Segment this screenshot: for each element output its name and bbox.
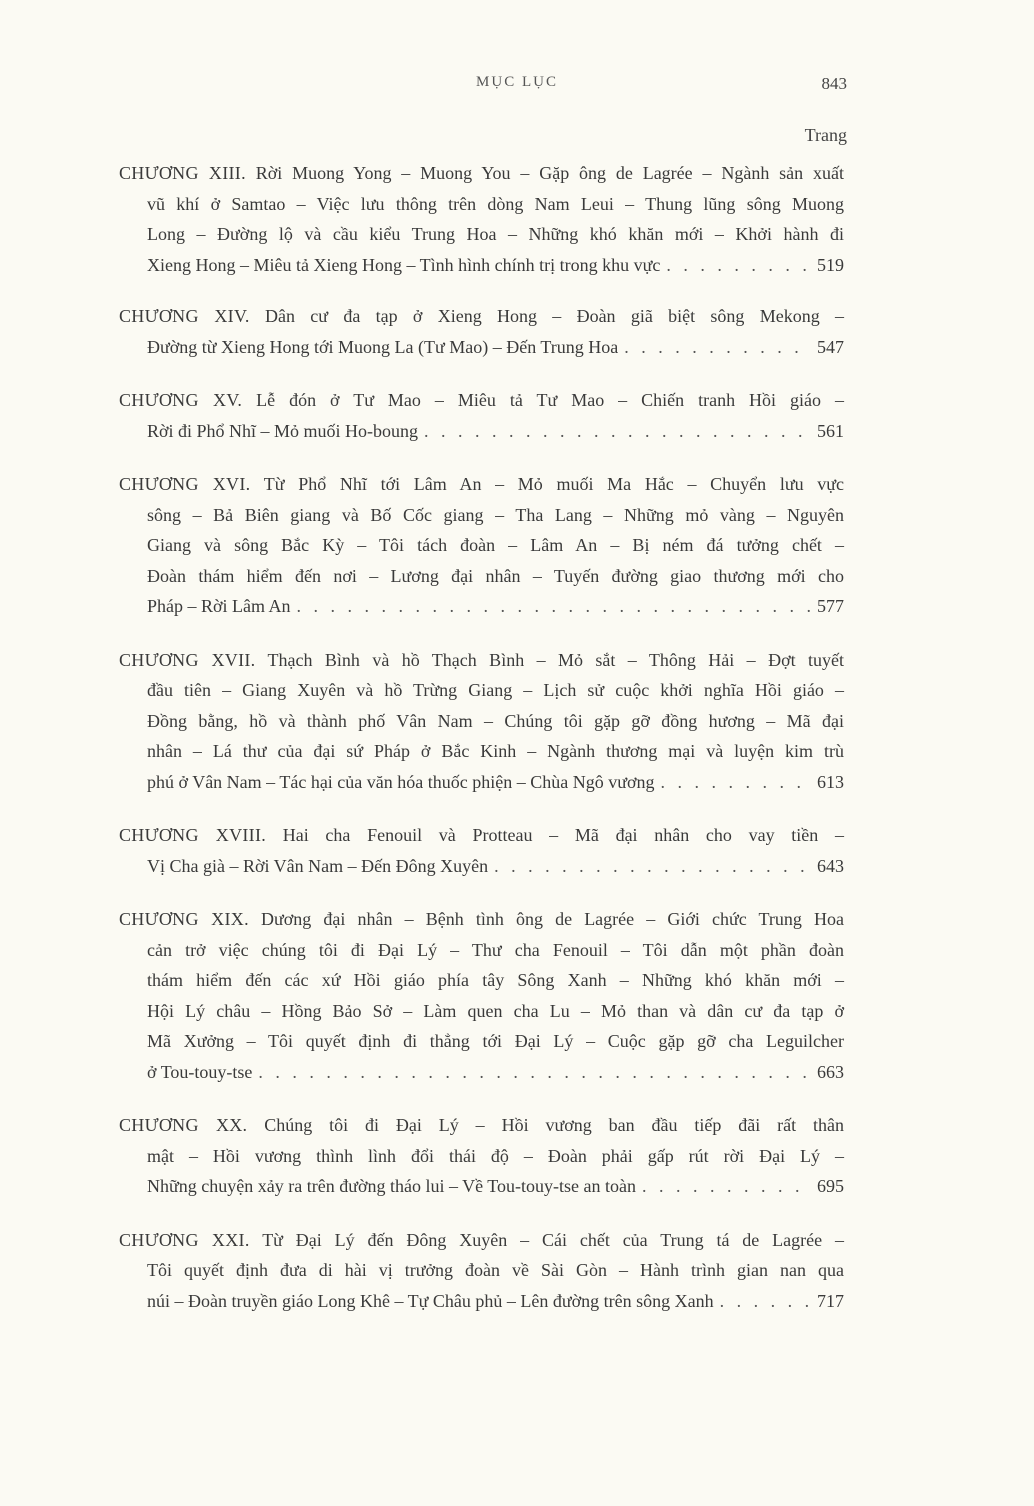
dot-leader (424, 416, 811, 447)
toc-line-text: Tôi quyết định đưa di hài vị trưởng đoàn về Sài Gòn – Hành trình gian nan qua (147, 1260, 844, 1280)
chapter-label: CHƯƠNG XV. (119, 390, 243, 410)
toc-line-text: Rời Muong Yong – Muong You – Gặp ông de Lagrée – Ngành sản xuất (255, 163, 844, 183)
toc-entry-line (119, 158, 844, 189)
toc-entry (119, 385, 844, 446)
toc-entry-line (119, 645, 844, 676)
toc-line-text: Đồng bằng, hồ và thành phố Vân Nam – Chúng tôi gặp gỡ đồng hương – Mã đại (147, 710, 844, 731)
toc-entry-text (147, 851, 488, 882)
toc-line-text: Vị Cha già – Rời Vân Nam – Đến Đông Xuyên (147, 855, 489, 876)
toc-line-text: Lễ đón ở Tư Mao – Miêu tả Tư Mao – Chiến tranh Hồi giáo – (256, 390, 844, 410)
toc-entry-line (119, 385, 844, 416)
toc-entry-line (119, 530, 844, 561)
toc-line-text: sông – Bả Biên giang và Bố Cốc giang – Tha Lang – Những mỏ vàng – Nguyên (147, 504, 844, 525)
toc-line-text: cản trở việc chúng tôi đi Đại Lý – Thư cha Fenouil – Tôi dẫn một phần đoàn (147, 939, 844, 960)
dot-leader (720, 1286, 811, 1317)
chapter-label: CHƯƠNG XXI. (119, 1229, 250, 1250)
chapter-label: CHƯƠNG XX. (119, 1115, 248, 1135)
toc-entry (119, 820, 844, 881)
toc-line-text: Mã Xưởng – Tôi quyết định đi thẳng tới Đại Lý – Cuộc gặp gỡ cha Leguilcher (147, 1031, 844, 1051)
toc-line-text: Long – Đường lộ và cầu kiểu Trung Hoa – Những khó khăn mới – Khởi hành đi (147, 224, 844, 244)
toc-entry-line (119, 1225, 844, 1256)
toc-entry-last-line (119, 1171, 844, 1202)
chapter-label: CHƯƠNG XIII. (119, 163, 246, 183)
toc-line-text: Chúng tôi đi Đại Lý – Hồi vương ban đầu tiếp đãi rất thân (264, 1115, 845, 1135)
toc-page-number: 547 (817, 336, 844, 357)
toc-line-text: Giang và sông Bắc Kỳ – Tôi tách đoàn – Lâm An – Bị ném đá tưởng chết – (147, 535, 844, 555)
toc-entry-line (119, 965, 844, 996)
toc-entry (119, 469, 844, 622)
toc-line-text: nhân – Lá thư của đại sứ Pháp ở Bắc Kinh – Ngành thương mại và luyện kim trù (147, 741, 844, 761)
toc-entry-line (119, 820, 844, 851)
toc-entry-last-line (119, 767, 844, 798)
toc-page-number: 663 (817, 1061, 844, 1082)
toc-entry-line (119, 736, 844, 767)
toc-entry-text (147, 416, 418, 447)
toc-line-text: thám hiểm đến các xứ Hồi giáo phía tây Sông Xanh – Những khó khăn mới – (147, 970, 844, 990)
toc-entry-text (147, 591, 291, 622)
toc-entry-line (119, 1110, 844, 1141)
toc-entry (119, 904, 844, 1087)
toc-entry-last-line (119, 851, 844, 882)
toc-line-text: Từ Đại Lý đến Đông Xuyên – Cái chết của Trung tá de Lagrée – (262, 1229, 844, 1250)
toc-entry-line (119, 675, 844, 706)
toc-line-text: phú ở Vân Nam – Tác hại của văn hóa thuốc phiện – Chùa Ngô vương (147, 771, 655, 792)
dot-leader (494, 851, 811, 882)
toc-line-text: Rời đi Phổ Nhĩ – Mỏ muối Ho-boung (147, 420, 419, 441)
toc-entry-line (119, 1141, 844, 1172)
toc-entry-text (147, 1057, 252, 1088)
dot-leader (666, 250, 811, 281)
chapter-label: CHƯƠNG XVI. (119, 474, 251, 494)
toc-entry-last-line (119, 416, 844, 447)
dot-leader (661, 767, 811, 798)
toc-entry-last-line (119, 591, 844, 622)
toc-page-number: 695 (817, 1176, 844, 1196)
running-head: MỤC LỤC (476, 74, 558, 90)
toc-entry-line (119, 219, 844, 250)
chapter-label: CHƯƠNG XIX. (119, 909, 249, 929)
chapter-label: CHƯƠNG XVII. (119, 649, 256, 670)
toc-entry-line (119, 301, 844, 332)
toc-line-text: Từ Phổ Nhĩ tới Lâm An – Mỏ muối Ma Hắc – Chuyển lưu vực (263, 474, 844, 494)
toc-entry-line (119, 1255, 844, 1286)
table-of-contents (119, 158, 844, 1339)
toc-entry-text (147, 1286, 714, 1317)
toc-page-number: 561 (817, 420, 844, 441)
toc-entry-line (119, 1026, 844, 1057)
toc-page-number: 613 (817, 771, 844, 792)
dot-leader (624, 332, 811, 363)
page-number: 843 (821, 74, 847, 93)
toc-entry-text (147, 767, 655, 798)
toc-line-text: núi – Đoàn truyền giáo Long Khê – Tự Châu phủ – Lên đường trên sông Xanh (147, 1290, 714, 1311)
toc-entry-last-line (119, 1286, 844, 1317)
toc-line-text: Hai cha Fenouil và Protteau – Mã đại nhân cho vay tiền – (282, 825, 844, 845)
toc-entry (119, 645, 844, 798)
toc-entry-line (119, 904, 844, 935)
toc-entry (119, 158, 844, 280)
chapter-label: CHƯƠNG XVIII. (119, 825, 267, 845)
toc-entry-line (119, 935, 844, 966)
toc-page-number: 519 (817, 254, 844, 275)
toc-entry (119, 1225, 844, 1317)
toc-line-text: đầu tiên – Giang Xuyên và hồ Trừng Giang – Lịch sử cuộc khởi nghĩa Hồi giáo – (147, 680, 844, 700)
toc-entry-text (147, 1171, 636, 1202)
toc-entry-text (147, 332, 618, 363)
toc-line-text: Thạch Bình và hồ Thạch Bình – Mỏ sắt – Thông Hải – Đợt tuyết (267, 649, 844, 670)
chapter-label: CHƯƠNG XIV. (119, 306, 250, 326)
toc-line-text: Những chuyện xảy ra trên đường tháo lui – Về Tou-touy-tse an toàn (147, 1176, 636, 1196)
toc-line-text: Xieng Hong – Miêu tả Xieng Hong – Tình hình chính trị trong khu vực (147, 254, 661, 275)
toc-entry-last-line (119, 332, 844, 363)
toc-entry-text (147, 250, 660, 281)
toc-entry-line (119, 706, 844, 737)
dot-leader (297, 591, 811, 622)
toc-line-text: Hội Lý châu – Hồng Bảo Sở – Làm quen cha Lu – Mỏ than và dân cư đa tạp ở (147, 1000, 844, 1021)
page-column-label: Trang (804, 125, 847, 145)
dot-leader (642, 1171, 811, 1202)
dot-leader (258, 1057, 811, 1088)
toc-line-text: vũ khí ở Samtao – Việc lưu thông trên dòng Nam Leui – Thung lũng sông Muong (147, 193, 844, 214)
toc-line-text: Dương đại nhân – Bệnh tình ông de Lagrée – Giới chức Trung Hoa (261, 909, 845, 929)
toc-entry-line (119, 500, 844, 531)
toc-entry (119, 301, 844, 362)
toc-page-number: 643 (817, 855, 844, 876)
toc-entry-last-line (119, 250, 844, 281)
toc-entry-line (119, 996, 844, 1027)
toc-line-text: Đường từ Xieng Hong tới Muong La (Tư Mao) – Đến Trung Hoa (147, 336, 619, 357)
toc-page-number: 577 (817, 596, 844, 616)
toc-line-text: ở Tou-touy-tse (147, 1061, 253, 1082)
toc-line-text: Đoàn thám hiểm đến nơi – Lương đại nhân – Tuyến đường giao thương mới cho (147, 565, 844, 586)
toc-line-text: mật – Hồi vương thình lình đổi thái độ – Đoàn phải gấp rút rời Đại Lý – (147, 1145, 844, 1166)
toc-entry-line (119, 469, 844, 500)
toc-entry-last-line (119, 1057, 844, 1088)
toc-page-number: 717 (817, 1290, 844, 1311)
toc-entry-line (119, 561, 844, 592)
toc-line-text: Dân cư đa tạp ở Xieng Hong – Đoàn giã biệt sông Mekong – (265, 306, 844, 326)
toc-entry (119, 1110, 844, 1202)
toc-line-text: Pháp – Rời Lâm An (147, 596, 291, 616)
toc-entry-line (119, 189, 844, 220)
